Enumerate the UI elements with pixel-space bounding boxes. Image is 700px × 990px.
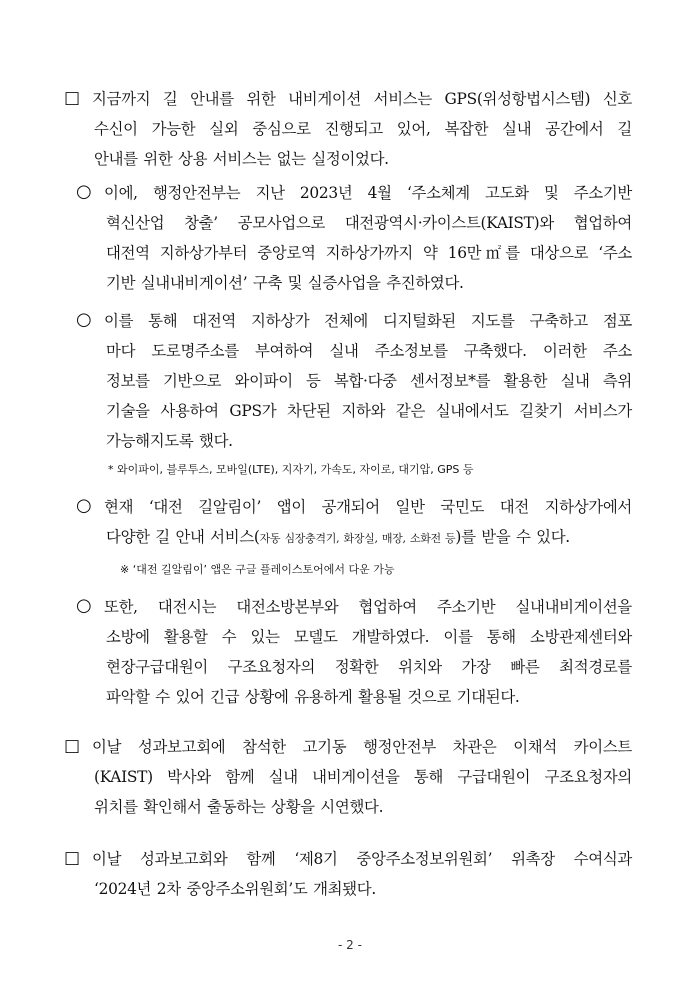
paragraph-text-cont: (KAIST) 박사와 함께 실내 내비게이션을 통해 구급대원이 구조요청자의 위치를 확인해서 출동하는 상황을 시연했다. — [94, 768, 632, 816]
paragraph-text: 이에, 행정안전부는 지난 2023년 4월 ‘주소체계 고도화 및 주소기반 — [104, 184, 632, 202]
paragraph-text: 이날 성과보고회와 함께 ‘제8기 중앙주소정보위원회’ 위촉장 수여식과 — [92, 850, 632, 868]
square-bullet: □ — [64, 848, 81, 868]
paragraph-text: 현재 ‘대전 길알림이’ 앱이 공개되어 일반 국민도 대전 지하상가에서 — [104, 498, 632, 516]
circle-bullet: ○ — [76, 181, 92, 202]
circle-bullet: ○ — [76, 309, 92, 330]
service-examples: 자동 심장충격기, 화장실, 매장, 소화전 등 — [259, 532, 456, 545]
paragraph-text-cont: 혁신산업 창출’ 공모사업으로 대전광역시·카이스트(KAIST)와 협업하여 대전역 지하상가부터 중앙로역 지하상가까지 약 16만㎡를 대상으로 ‘주소 기반 실내내비게이션’ 구축 및 실증사업을 추진하였다. — [106, 214, 632, 292]
square-bullet: □ — [64, 736, 81, 756]
paragraph-text-cont: 소방에 활용할 수 있는 모델도 개발하였다. 이를 통해 소방관제센터와 현장구급대원이 구조요청자의 정확한 위치와 가장 빠른 최적경로를 파악할 수 있어 긴급 상황에 유용하게 활용될 것으로 기대된다. — [106, 628, 632, 706]
paragraph-text-cont: ‘2024년 2차 중앙주소위원회’도 개최됐다. — [94, 880, 376, 898]
paragraph-text-cont: 마다 도로명주소를 부여하여 실내 주소정보를 구축했다. 이러한 주소 정보를 기반으로 와이파이 등 복합·다중 센서정보*를 활용한 실내 측위 기술을 사용하여 GPS가 차단된 지하와 같은 실내에서도 길찾기 서비스가 가능해지도록 했다. — [106, 342, 632, 450]
footnote-sensors: * 와이파이, 블루투스, 모바일(LTE), 지자기, 가속도, 자이로, 대기압, GPS 등 — [108, 463, 474, 476]
circle-bullet: ○ — [76, 495, 92, 516]
paragraph-text-cont: 수신이 가능한 실외 중심으로 진행되고 있어, 복잡한 실내 공간에서 길 안내를 위한 상용 서비스는 없는 실정이었다. — [94, 120, 632, 168]
circle-bullet: ○ — [76, 595, 92, 616]
page-number: - 2 - — [338, 938, 362, 952]
paragraph-text: 이를 통해 대전역 지하상가 전체에 디지털화된 지도를 구축하고 점포 — [104, 312, 632, 330]
paragraph-text-cont: 다양한 길 안내 서비스(자동 심장충격기, 화장실, 매장, 소화전 등)를 받을 수 있다. — [106, 528, 570, 546]
paragraph-text: 또한, 대전시는 대전소방본부와 협업하여 주소기반 실내내비게이션을 — [104, 598, 632, 616]
paragraph-text: 이날 성과보고회에 참석한 고기동 행정안전부 차관은 이채석 카이스트 — [92, 738, 632, 756]
footnote-download: ※ ‘대전 길알림이’ 앱은 구글 플레이스토어에서 다운 가능 — [120, 563, 395, 576]
paragraph-text: 지금까지 길 안내를 위한 내비게이션 서비스는 GPS(위성항법시스템) 신호 — [92, 90, 632, 108]
square-bullet: □ — [64, 88, 81, 108]
